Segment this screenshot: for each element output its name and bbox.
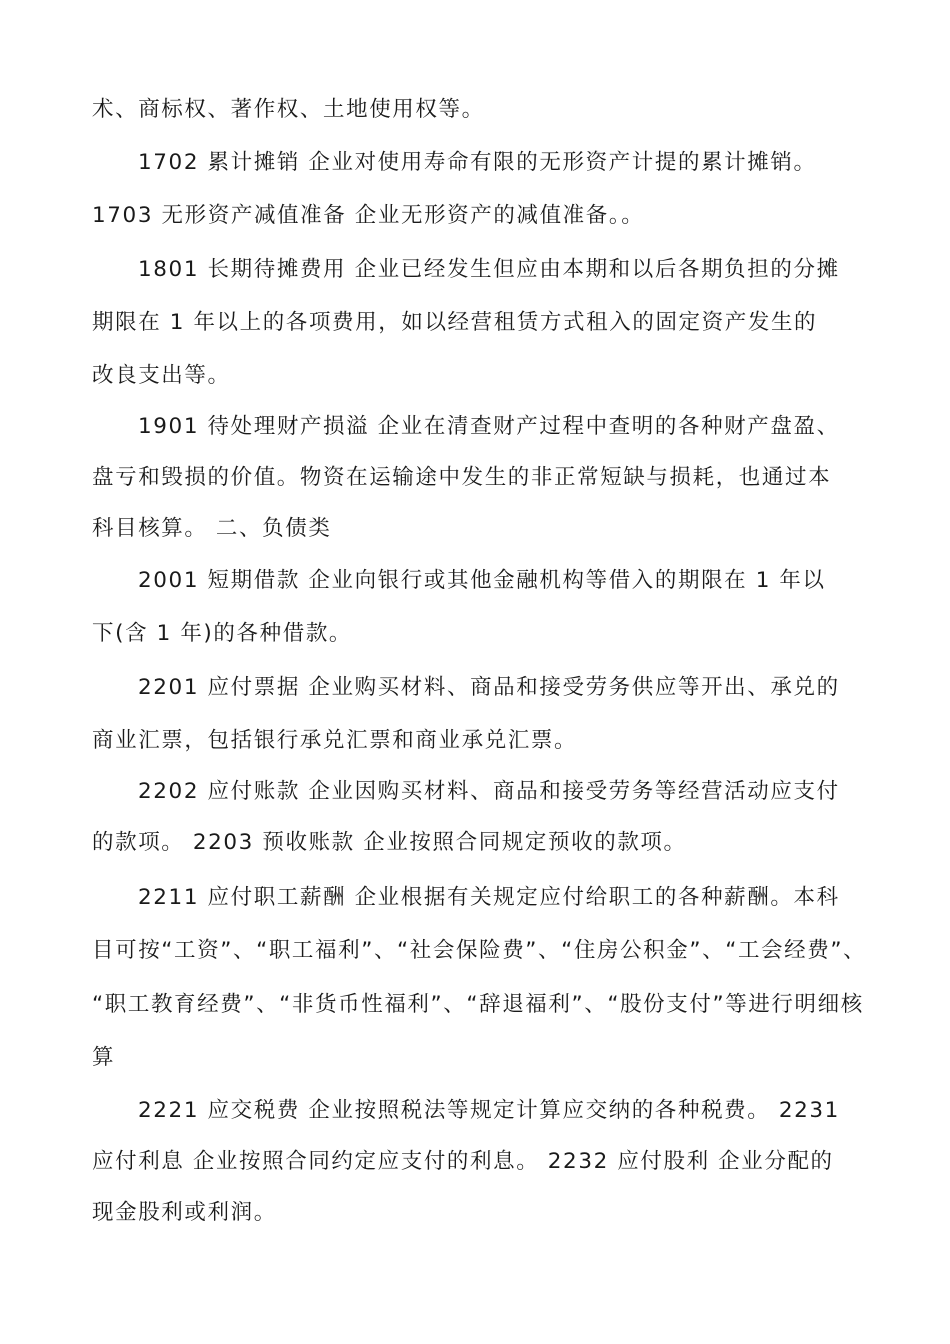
text-line: 术、商标权、著作权、土地使用权等。 bbox=[92, 97, 485, 122]
text-line: 1702 累计摊销 企业对使用寿命有限的无形资产计提的累计摊销。 bbox=[138, 150, 817, 175]
text-line: 1703 无形资产减值准备 企业无形资产的减值准备。。 bbox=[92, 203, 645, 228]
text-line: 应付利息 企业按照合同约定应支付的利息。 2232 应付股利 企业分配的 bbox=[92, 1149, 834, 1174]
text-line: 现金股利或利润。 bbox=[92, 1200, 277, 1225]
text-line: 2001 短期借款 企业向银行或其他金融机构等借入的期限在 1 年以 bbox=[138, 568, 826, 593]
text-line: 目可按“工资”、“职工福利”、“社会保险费”、“住房公积金”、“工会经费”、 bbox=[92, 938, 867, 963]
text-line: 2201 应付票据 企业购买材料、商品和接受劳务供应等开出、承兑的 bbox=[138, 675, 840, 700]
text-line: 1801 长期待摊费用 企业已经发生但应由本期和以后各期负担的分摊 bbox=[138, 257, 840, 282]
text-line: 2221 应交税费 企业按照税法等规定计算应交纳的各种税费。 2231 bbox=[138, 1098, 840, 1123]
text-line: 下(含 1 年)的各种借款。 bbox=[92, 621, 353, 646]
text-line: 改良支出等。 bbox=[92, 363, 231, 388]
text-line: 期限在 1 年以上的各项费用，如以经营租赁方式租入的固定资产发生的 bbox=[92, 310, 818, 335]
text-line: 1901 待处理财产损溢 企业在清查财产过程中查明的各种财产盘盈、 bbox=[138, 414, 840, 439]
text-line: 商业汇票，包括银行承兑汇票和商业承兑汇票。 bbox=[92, 728, 578, 753]
text-line: 2202 应付账款 企业因购买材料、商品和接受劳务等经营活动应支付 bbox=[138, 779, 840, 804]
text-line: 盘亏和毁损的价值。物资在运输途中发生的非正常短缺与损耗，也通过本 bbox=[92, 465, 832, 490]
text-line: 算 bbox=[92, 1045, 116, 1070]
text-line: 2211 应付职工薪酬 企业根据有关规定应付给职工的各种薪酬。本科 bbox=[138, 885, 840, 910]
text-line: 的款项。 2203 预收账款 企业按照合同规定预收的款项。 bbox=[92, 830, 687, 855]
text-line: 科目核算。 二、负债类 bbox=[92, 516, 332, 541]
text-line: “职工教育经费”、“非货币性福利”、“辞退福利”、“股份支付”等进行明细核 bbox=[92, 992, 864, 1017]
